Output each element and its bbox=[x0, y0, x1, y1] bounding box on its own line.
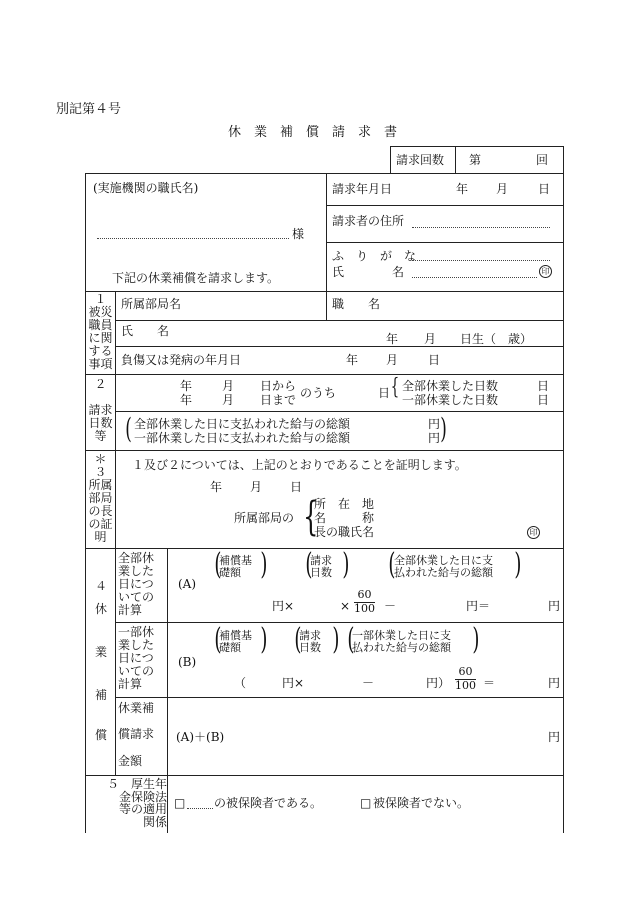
dept-label: 所属部局名 bbox=[121, 297, 182, 311]
insured-option-label: の被保険者である。 bbox=[214, 796, 323, 810]
rule bbox=[115, 346, 563, 347]
request-year: 年 bbox=[456, 182, 469, 196]
claim-count-dai: 第 bbox=[469, 153, 482, 167]
insured-checkbox[interactable]: □ bbox=[174, 796, 186, 810]
rule bbox=[390, 146, 563, 147]
sec3-label: ＊ ３ 所属 部局 の長 の証 明 bbox=[88, 452, 113, 544]
partial-pay-unit: 円 bbox=[428, 431, 441, 445]
full-calc-label: 全部休 業した 日につ いての 計算 bbox=[118, 551, 155, 617]
calc-b-minus: － bbox=[362, 676, 375, 690]
period-from-label: 日から bbox=[260, 379, 297, 393]
rule bbox=[115, 548, 116, 775]
rule bbox=[115, 320, 563, 321]
address-line[interactable] bbox=[412, 227, 550, 228]
paren-left-icon: ( bbox=[388, 547, 396, 582]
agency-label: (実施機関の職氏名) bbox=[93, 181, 199, 195]
birth-month: 月 bbox=[424, 332, 437, 346]
not-insured-option-label: 被保険者でない。 bbox=[373, 796, 470, 810]
period-from-year: 年 bbox=[180, 379, 193, 393]
calc-b-yen-x: 円× bbox=[282, 676, 305, 690]
brace-icon: { bbox=[390, 375, 400, 400]
request-sentence: 下記の休業補償を請求します。 bbox=[112, 271, 280, 285]
paren-left-icon: ( bbox=[347, 622, 355, 657]
paren-left-icon: ( bbox=[125, 412, 132, 445]
partial-days-unit: 日 bbox=[537, 393, 550, 407]
rule bbox=[115, 411, 563, 412]
partial-calc-label: 一部休 業した 日につ いての 計算 bbox=[118, 625, 155, 691]
fraction-denominator: 100 bbox=[455, 678, 476, 692]
rule bbox=[167, 548, 168, 833]
birth-year: 年 bbox=[386, 332, 399, 346]
sec5-label: ５ 厚生年 金保険法 等の適用 関係 bbox=[106, 777, 167, 829]
period-to-month: 月 bbox=[222, 393, 235, 407]
rule bbox=[326, 205, 563, 206]
fraction-numerator: 60 bbox=[354, 589, 375, 603]
form-title: 休 業 補 償 請 求 書 bbox=[228, 125, 398, 140]
injury-date-label: 負傷又は発病の年月日 bbox=[121, 353, 242, 367]
address-label: 請求者の住所 bbox=[332, 214, 405, 228]
dept-head-label: 所属部局の bbox=[234, 511, 295, 525]
total-label: 休業補 償請求 金額 bbox=[118, 701, 155, 768]
fraction-numerator: 60 bbox=[455, 666, 476, 680]
injury-year: 年 bbox=[346, 353, 359, 367]
cert-title-label: 長の職氏名 bbox=[314, 525, 375, 539]
calc-b-label: (B) bbox=[178, 655, 197, 669]
period-from-month: 月 bbox=[222, 379, 235, 393]
furigana-line[interactable] bbox=[412, 260, 550, 261]
full-days-unit: 日 bbox=[537, 379, 550, 393]
calc-a-minus: － bbox=[384, 599, 397, 613]
calc-a-fraction bbox=[354, 589, 375, 615]
paren-left-icon: ( bbox=[294, 622, 302, 657]
partial-pay-total-label: 一部休業した日に支 払われた給与の総額 bbox=[352, 629, 451, 654]
sec4-char-1: 休 bbox=[95, 602, 108, 616]
request-date-label: 請求年月日 bbox=[332, 182, 393, 196]
insured-scheme-line[interactable] bbox=[187, 808, 213, 809]
paren-right-icon: ) bbox=[514, 547, 522, 582]
worker-name-label: 氏 名 bbox=[121, 324, 170, 338]
rule bbox=[326, 173, 327, 320]
form-number: 別記第４号 bbox=[56, 102, 122, 117]
calc-a-x: × bbox=[340, 599, 351, 613]
claim-count-kai: 回 bbox=[536, 153, 549, 167]
paren-right-icon: ) bbox=[472, 622, 480, 657]
rule bbox=[115, 697, 563, 698]
fraction-denominator: 100 bbox=[354, 601, 375, 615]
sec2-label: ２ 請求 日数 等 bbox=[88, 377, 113, 443]
calc-b-yen: 円 bbox=[548, 676, 561, 690]
birth-day-age: 日生（ 歳） bbox=[460, 332, 533, 346]
paren-left-icon: ( bbox=[305, 547, 313, 582]
base-amount-label: 補償基 礎額 bbox=[219, 554, 252, 579]
rule bbox=[85, 775, 563, 776]
rule bbox=[115, 291, 116, 548]
injury-month: 月 bbox=[386, 353, 399, 367]
injury-day: 日 bbox=[428, 353, 441, 367]
claim-days-label: 請求 日数 bbox=[299, 629, 321, 654]
rule bbox=[85, 374, 563, 375]
rule bbox=[85, 548, 563, 549]
cert-addr-label: 所 在 地 bbox=[314, 497, 375, 511]
calc-b-yen-close: 円） bbox=[426, 676, 451, 690]
rule bbox=[85, 450, 563, 451]
brace-icon: { bbox=[303, 494, 319, 540]
total-formula: (A)＋(B) bbox=[176, 730, 225, 744]
calc-b-fraction bbox=[455, 666, 476, 692]
partial-pay-label: 一部休業した日に支払われた給与の総額 bbox=[134, 431, 351, 445]
paren-left-icon: ( bbox=[214, 547, 222, 582]
base-amount-label: 補償基 礎額 bbox=[219, 629, 252, 654]
position-label: 職 名 bbox=[332, 297, 381, 311]
sec4-char-2: 業 bbox=[95, 645, 108, 659]
sec4-num: ４ bbox=[95, 579, 108, 593]
rule bbox=[85, 173, 563, 174]
cert-month: 月 bbox=[250, 480, 263, 494]
paren-right-icon: ) bbox=[260, 622, 268, 657]
sec1-label: １ 被災 職員 に関 する 事項 bbox=[88, 292, 113, 371]
rule bbox=[326, 242, 563, 243]
calc-b-eq: ＝ bbox=[483, 676, 496, 690]
not-insured-checkbox[interactable]: □ bbox=[360, 796, 372, 810]
rule bbox=[390, 146, 391, 173]
claimant-name-line[interactable] bbox=[412, 277, 537, 278]
claim-count-label: 請求回数 bbox=[396, 153, 445, 167]
claimant-name-label: 氏 名 bbox=[332, 265, 405, 279]
furigana-label: ふ り が な bbox=[332, 249, 417, 263]
calc-a-yen: 円 bbox=[548, 599, 561, 613]
full-pay-label: 全部休業した日に支払われた給与の総額 bbox=[134, 417, 351, 431]
cert-year: 年 bbox=[210, 480, 223, 494]
partial-days-label: 一部休業した日数 bbox=[402, 393, 499, 407]
seal-icon: 印 bbox=[527, 526, 540, 539]
period-to-year: 年 bbox=[180, 393, 193, 407]
period-uchi: のうち bbox=[300, 386, 337, 400]
seal-icon: 印 bbox=[539, 265, 552, 278]
request-day: 日 bbox=[538, 182, 551, 196]
calc-b-paren-open: （ bbox=[234, 676, 247, 690]
total-yen: 円 bbox=[548, 730, 561, 744]
paren-right-icon: ) bbox=[440, 412, 447, 445]
request-month: 月 bbox=[496, 182, 509, 196]
paren-right-icon: ) bbox=[260, 547, 268, 582]
sec4-char-3: 補 bbox=[95, 688, 108, 702]
cert-name-label: 名 称 bbox=[314, 511, 375, 525]
cert-text: １及び２については、上記のとおりであることを証明します。 bbox=[132, 458, 467, 472]
rule bbox=[455, 146, 456, 173]
rule bbox=[563, 146, 564, 173]
paren-right-icon: ) bbox=[342, 547, 350, 582]
rule bbox=[563, 173, 564, 833]
calc-a-yen-x: 円× bbox=[272, 599, 295, 613]
sec4-char-4: 償 bbox=[95, 728, 108, 742]
calc-a-label: (A) bbox=[178, 577, 197, 591]
paren-right-icon: ) bbox=[332, 622, 340, 657]
agency-name-line[interactable] bbox=[97, 238, 289, 239]
rule bbox=[85, 291, 563, 292]
cert-day: 日 bbox=[290, 480, 303, 494]
calc-a-yen-eq: 円＝ bbox=[466, 599, 491, 613]
claim-days-label: 請求 日数 bbox=[310, 554, 332, 579]
full-pay-unit: 円 bbox=[428, 417, 441, 431]
period-total-day: 日 bbox=[378, 386, 391, 400]
sama-label: 様 bbox=[292, 227, 305, 241]
full-days-label: 全部休業した日数 bbox=[402, 379, 499, 393]
period-to-label: 日まで bbox=[260, 393, 297, 407]
full-pay-total-label: 全部休業した日に支 払われた給与の総額 bbox=[394, 554, 493, 579]
paren-left-icon: ( bbox=[214, 622, 222, 657]
